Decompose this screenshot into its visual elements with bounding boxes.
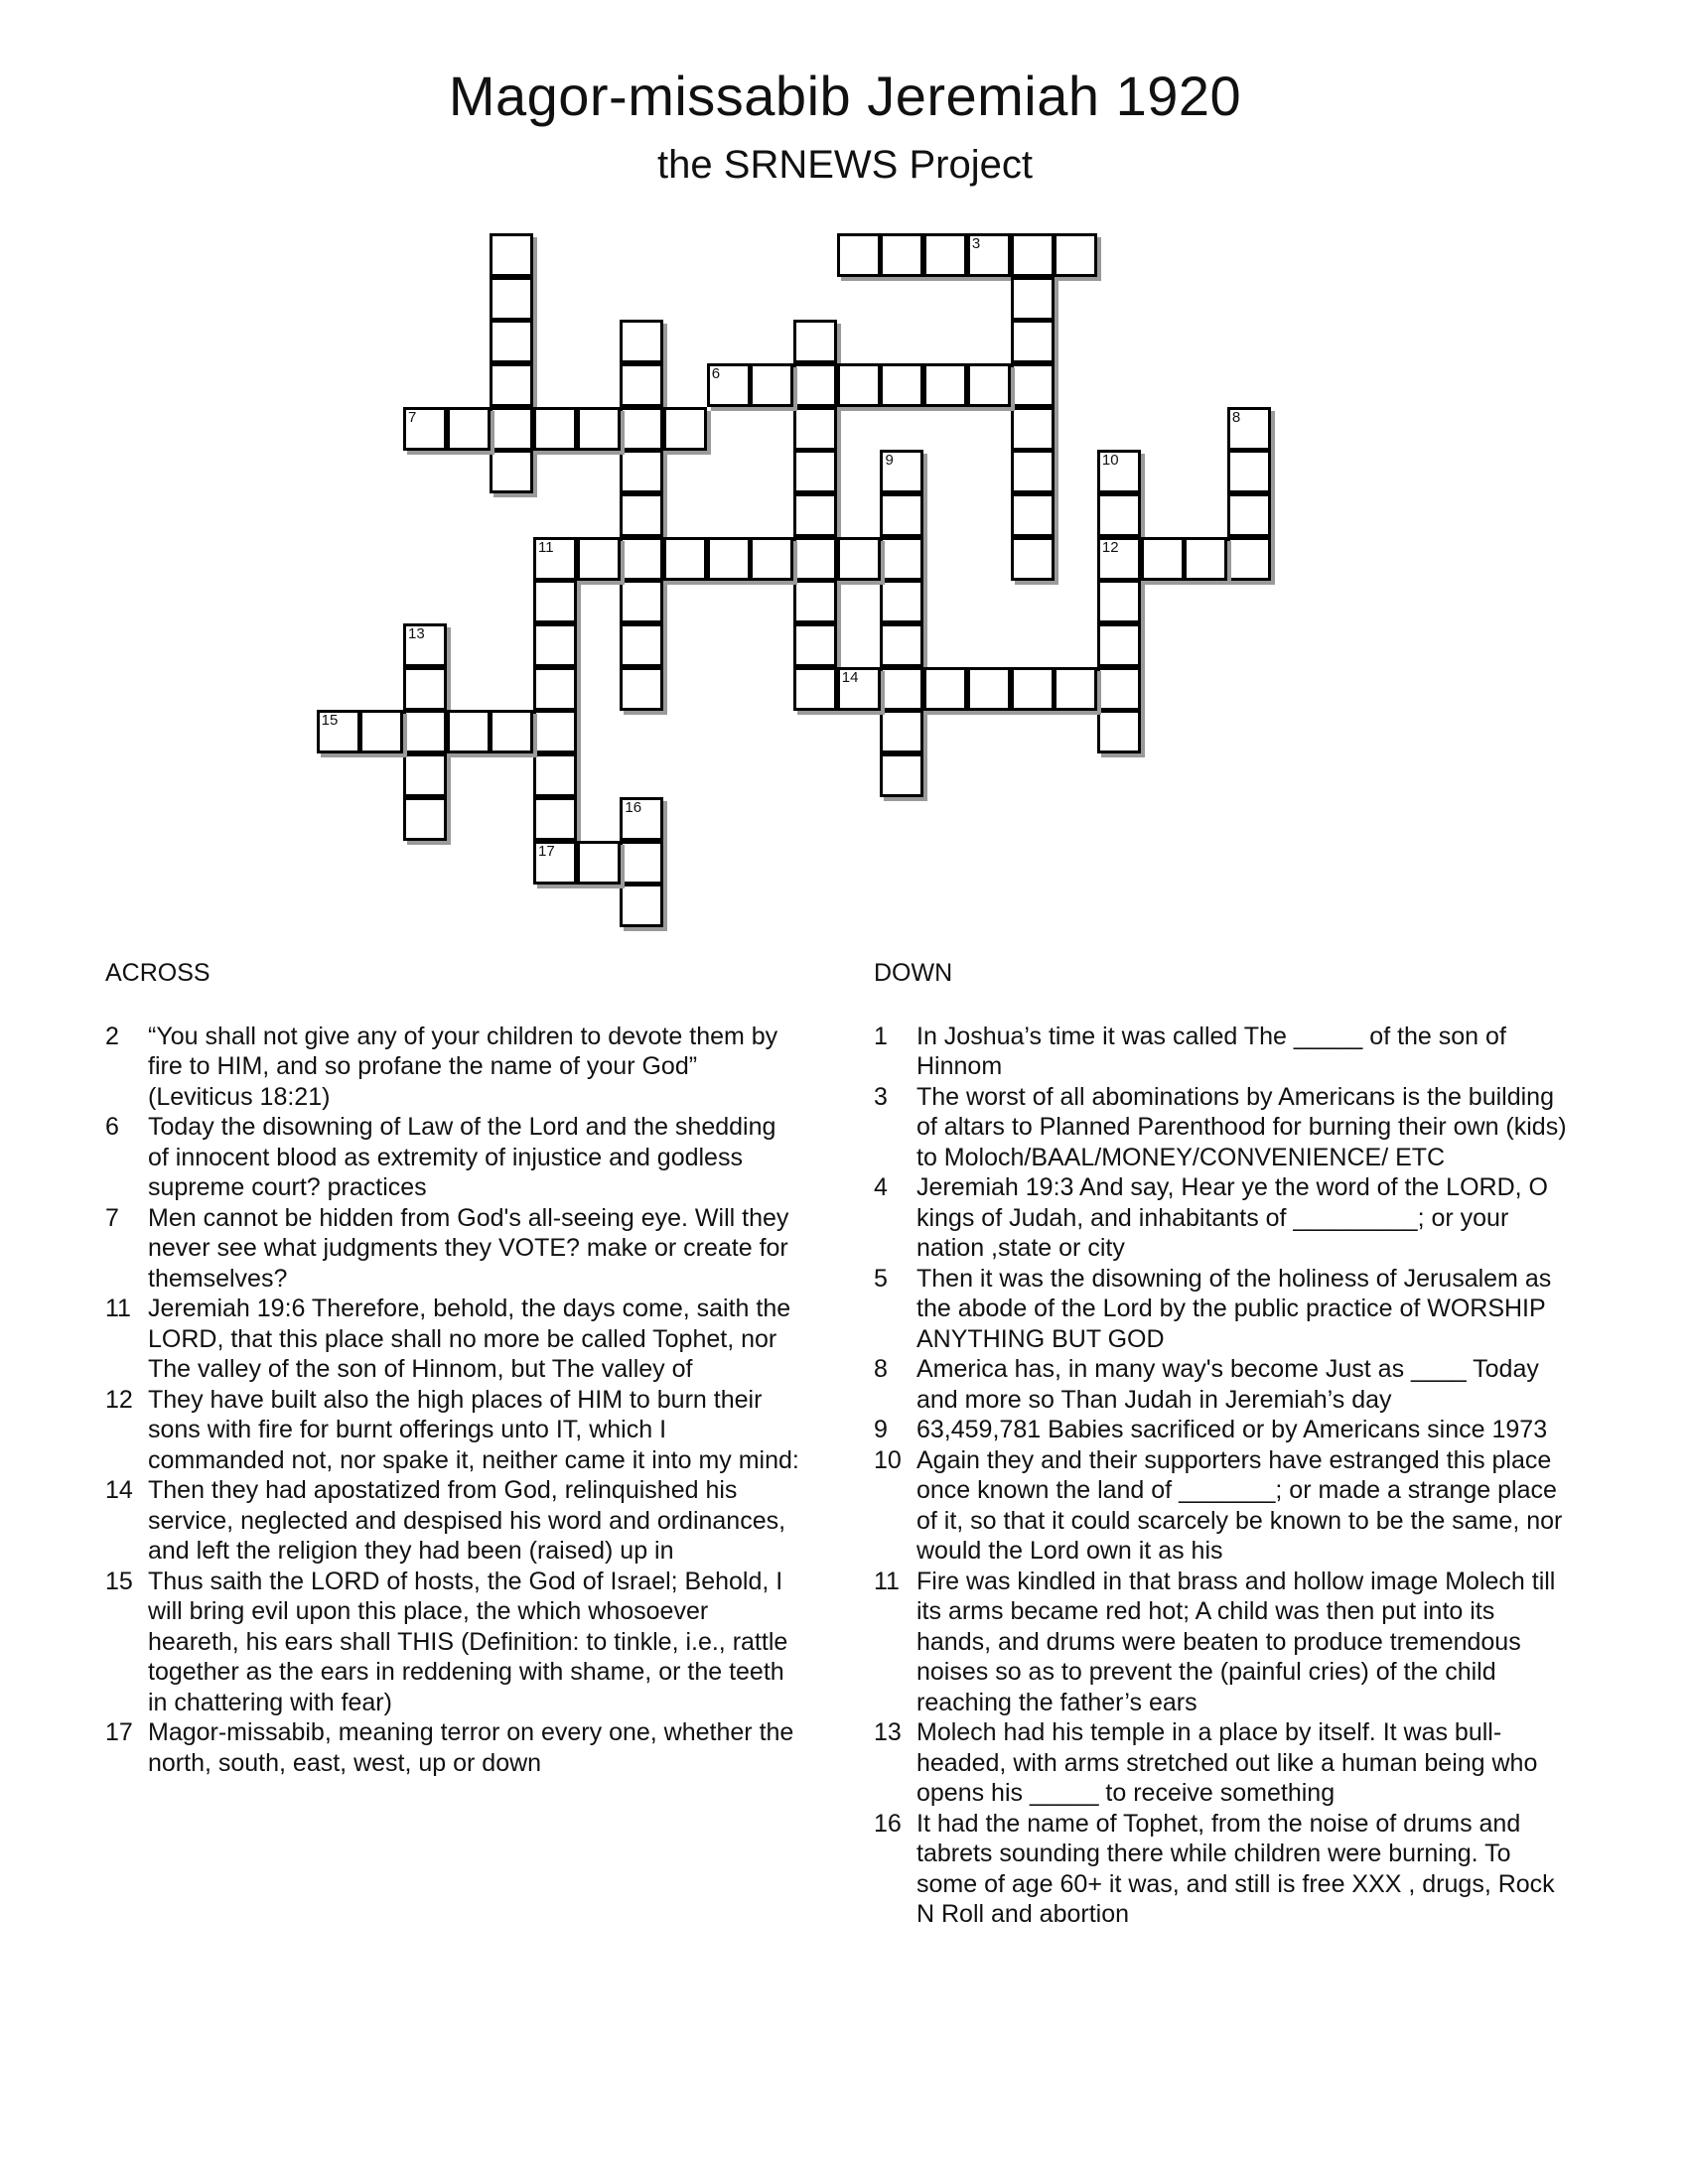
- across-clue-list: [105, 1022, 800, 1779]
- clue-text: Fire was kindled in that brass and hollow image Molech till its arms became red hot; A child was then put into its hands, and drums were beaten to produce tremendous noises so as to prevent the (painful cries) of the child reaching the father’s ears: [916, 1567, 1556, 1716]
- clue-text: Today the disowning of Law of the Lord and the shedding of innocent blood as extremity of injustice and godless supreme court? practices: [148, 1113, 776, 1201]
- grid-cell[interactable]: [793, 407, 837, 451]
- grid-cell[interactable]: [880, 580, 923, 623]
- clue-number: 5: [874, 1264, 888, 1293]
- clue-number: 7: [105, 1203, 119, 1232]
- grid-cell[interactable]: [923, 667, 967, 711]
- across-clue: [105, 1294, 800, 1385]
- clue-number: 10: [874, 1445, 902, 1474]
- clue-number: 11: [538, 538, 554, 556]
- clue-number: 15: [105, 1567, 133, 1595]
- clue-text: In Joshua’s time it was called The _____ of the son of Hinnom: [916, 1022, 1506, 1080]
- grid-cell[interactable]: [793, 580, 837, 623]
- grid-cell[interactable]: [837, 363, 881, 407]
- grid-cell[interactable]: [1097, 580, 1141, 623]
- grid-cell[interactable]: [620, 667, 663, 711]
- grid-cell[interactable]: [533, 710, 577, 753]
- grid-cell[interactable]: [1227, 537, 1271, 581]
- clue-number: 16: [874, 1809, 902, 1838]
- grid-cell[interactable]: [620, 797, 663, 841]
- clue-text: “You shall not give any of your children to devote them by fire to HIM, and so profane the name of your God” (Leviticus 18:21): [148, 1022, 778, 1111]
- grid-cell[interactable]: [1011, 537, 1055, 581]
- grid-cell[interactable]: [490, 277, 533, 321]
- grid-cell[interactable]: [1184, 537, 1227, 581]
- grid-cell[interactable]: [923, 363, 967, 407]
- grid-cell[interactable]: [620, 537, 663, 581]
- crossword-grid: [0, 0, 1690, 913]
- grid-cell[interactable]: [620, 450, 663, 493]
- clue-text: Then they had apostatized from God, relinquished his service, neglected and despised his word and ordinances, and left the religion they had been (raised) up in: [148, 1476, 786, 1565]
- clue-number: 14: [841, 668, 859, 686]
- clue-number: 3: [874, 1082, 888, 1111]
- grid-cell[interactable]: [880, 493, 923, 537]
- grid-cell[interactable]: [533, 667, 577, 711]
- grid-cell[interactable]: [620, 493, 663, 537]
- grid-cell[interactable]: [923, 233, 967, 277]
- grid-cell[interactable]: [317, 710, 360, 753]
- grid-cell[interactable]: [793, 363, 837, 407]
- down-clue: [874, 1082, 1569, 1173]
- clue-number: 17: [538, 842, 555, 860]
- grid-cell[interactable]: [793, 623, 837, 667]
- grid-cell[interactable]: [447, 407, 491, 451]
- grid-cell[interactable]: [750, 363, 793, 407]
- clue-text: It had the name of Tophet, from the noise of drums and tabrets sounding there while children were burning. To some of age 60+ it was, and still is free XXX , drugs, Rock N Roll and abortion: [916, 1809, 1555, 1928]
- clue-number: 7: [408, 408, 417, 426]
- grid-cell[interactable]: [490, 233, 533, 277]
- clue-number: 12: [105, 1385, 133, 1414]
- clue-number: 8: [874, 1355, 888, 1383]
- grid-cell[interactable]: [1011, 320, 1055, 363]
- clue-number: 15: [321, 712, 339, 730]
- across-clue: [105, 1475, 800, 1567]
- grid-cell[interactable]: [403, 710, 447, 753]
- down-clue: [874, 1022, 1569, 1082]
- grid-cell[interactable]: [490, 450, 533, 493]
- grid-cell[interactable]: [1097, 667, 1141, 711]
- clue-number: 6: [105, 1113, 119, 1141]
- grid-cell[interactable]: [1011, 667, 1055, 711]
- puzzle-subtitle: the SRNEWS Project: [657, 143, 1033, 187]
- grid-cell[interactable]: [490, 710, 533, 753]
- clue-number: 13: [408, 625, 425, 643]
- grid-cell[interactable]: [663, 407, 707, 451]
- across-clue: [105, 1022, 800, 1113]
- clue-number: 12: [1101, 538, 1119, 556]
- clue-text: 63,459,781 Babies sacrificed or by Americans since 1973: [916, 1416, 1548, 1443]
- grid-cell[interactable]: [403, 797, 447, 841]
- clue-text: The worst of all abominations by Americans is the building of altars to Planned Parenthood for burning their own (kids) to Moloch/BAAL/MONEY/CONVENIENCE/ ETC: [916, 1082, 1567, 1171]
- clue-number: 11: [105, 1295, 131, 1322]
- grid-cell[interactable]: [620, 884, 663, 927]
- grid-cell[interactable]: [793, 320, 837, 363]
- clue-text: Jeremiah 19:3 And say, Hear ye the word of the LORD, O kings of Judah, and inhabitants of _________; or your nation ,state or city: [916, 1173, 1548, 1262]
- clue-number: 14: [105, 1476, 133, 1504]
- grid-cell[interactable]: [577, 841, 621, 885]
- clue-text: Again they and their supporters have estranged this place once known the land of _______; or made a strange place of it, so that it could scarcely be known to be the same, nor would the Lord own it as his: [916, 1445, 1563, 1565]
- across-clue: [105, 1203, 800, 1295]
- grid-cell[interactable]: [1097, 623, 1141, 667]
- clue-number: 6: [711, 365, 721, 383]
- grid-cell[interactable]: [490, 320, 533, 363]
- grid-cell[interactable]: [1011, 493, 1055, 537]
- grid-cell[interactable]: [837, 233, 881, 277]
- clue-text: Men cannot be hidden from God's all-seeing eye. Will they never see what judgments they VOTE? make or create for themselves?: [148, 1203, 789, 1293]
- grid-cell[interactable]: [1097, 537, 1141, 581]
- grid-cell[interactable]: [1227, 407, 1271, 451]
- grid-cell[interactable]: [707, 537, 751, 581]
- clue-text: America has, in many way's become Just as ____ Today and more so Than Judah in Jeremiah’s day: [916, 1355, 1539, 1414]
- down-clue: [874, 1415, 1569, 1445]
- clue-number: 4: [874, 1173, 888, 1201]
- across-heading: ACROSS: [105, 959, 211, 987]
- grid-cell[interactable]: [359, 710, 403, 753]
- clue-number: 17: [105, 1718, 133, 1746]
- grid-cell[interactable]: [490, 363, 533, 407]
- clue-text: Magor-missabib, meaning terror on every one, whether the north, south, east, west, up or down: [148, 1718, 794, 1777]
- grid-cell[interactable]: [880, 623, 923, 667]
- grid-cell[interactable]: [837, 537, 881, 581]
- grid-cell[interactable]: [967, 363, 1011, 407]
- grid-cell[interactable]: [1011, 407, 1055, 451]
- grid-cell[interactable]: [750, 537, 793, 581]
- grid-cell[interactable]: [707, 363, 751, 407]
- grid-cell[interactable]: [1097, 450, 1141, 493]
- grid-cell[interactable]: [1011, 450, 1055, 493]
- clue-number: 8: [1231, 408, 1241, 426]
- across-clue: [105, 1385, 800, 1476]
- grid-cell[interactable]: [533, 841, 577, 885]
- grid-cell[interactable]: [880, 233, 923, 277]
- clue-number: 9: [874, 1416, 888, 1443]
- grid-cell[interactable]: [967, 233, 1011, 277]
- grid-cell[interactable]: [880, 363, 923, 407]
- clue-number: 16: [625, 798, 642, 816]
- down-clue: [874, 1567, 1569, 1718]
- grid-cell[interactable]: [1227, 450, 1271, 493]
- grid-cell[interactable]: [577, 407, 621, 451]
- grid-cell[interactable]: [793, 537, 837, 581]
- grid-cell[interactable]: [1011, 277, 1055, 321]
- down-clue: [874, 1445, 1569, 1567]
- grid-cell[interactable]: [793, 450, 837, 493]
- down-clue: [874, 1717, 1569, 1809]
- puzzle-title: Magor-missabib Jeremiah 1920: [448, 65, 1242, 127]
- clue-number: 10: [1101, 452, 1119, 470]
- grid-cell[interactable]: [620, 623, 663, 667]
- grid-cell[interactable]: [1227, 493, 1271, 537]
- down-clue-list: [874, 1022, 1569, 1930]
- grid-cell[interactable]: [533, 580, 577, 623]
- grid-cell[interactable]: [403, 407, 447, 451]
- grid-cell[interactable]: [1011, 233, 1055, 277]
- grid-cell[interactable]: [1054, 667, 1097, 711]
- grid-cell[interactable]: [533, 407, 577, 451]
- grid-cell[interactable]: [837, 667, 881, 711]
- grid-cell[interactable]: [880, 753, 923, 797]
- clue-text: Thus saith the LORD of hosts, the God of Israel; Behold, I will bring evil upon this place, the which whosoever heareth, his ears shall THIS (Definition: to tinkle, i.e., rattle together as the ears in reddening with shame, or the teeth in chattering with fear): [148, 1567, 788, 1716]
- grid-cell[interactable]: [533, 753, 577, 797]
- across-clue: [105, 1717, 800, 1778]
- grid-cell[interactable]: [880, 710, 923, 753]
- clue-number: 1: [874, 1022, 888, 1050]
- down-clue: [874, 1354, 1569, 1415]
- grid-cell[interactable]: [490, 407, 533, 451]
- grid-cell[interactable]: [533, 537, 577, 581]
- down-heading: DOWN: [874, 959, 953, 987]
- across-clues: [105, 958, 800, 1778]
- clue-number: 3: [971, 235, 981, 252]
- clue-text: Molech had his temple in a place by itself. It was bull-headed, with arms stretched out like a human being who opens his _____ to receive something: [916, 1718, 1538, 1807]
- grid-cell[interactable]: [447, 710, 491, 753]
- grid-cell[interactable]: [620, 320, 663, 363]
- across-clue: [105, 1567, 800, 1718]
- clue-number: 9: [885, 452, 894, 470]
- across-clue: [105, 1112, 800, 1203]
- grid-cell[interactable]: [1141, 537, 1185, 581]
- grid-cell[interactable]: [620, 363, 663, 407]
- grid-cell[interactable]: [1097, 710, 1141, 753]
- clue-text: Jeremiah 19:6 Therefore, behold, the days come, saith the LORD, that this place shall no more be called Tophet, nor The valley of the son of Hinnom, but The valley of: [148, 1295, 791, 1383]
- grid-cell[interactable]: [663, 537, 707, 581]
- grid-cell[interactable]: [403, 623, 447, 667]
- grid-cell[interactable]: [793, 493, 837, 537]
- down-clue: [874, 1172, 1569, 1264]
- clue-number: 13: [874, 1718, 902, 1746]
- grid-cell[interactable]: [577, 537, 621, 581]
- grid-cell[interactable]: [533, 797, 577, 841]
- clue-text: Then it was the disowning of the holiness of Jerusalem as the abode of the Lord by the public practice of WORSHIP ANYTHING BUT GOD: [916, 1264, 1552, 1353]
- grid-cell[interactable]: [1054, 233, 1097, 277]
- clue-number: 11: [874, 1567, 900, 1595]
- grid-cell[interactable]: [620, 580, 663, 623]
- grid-cell[interactable]: [533, 623, 577, 667]
- clue-text: They have built also the high places of HIM to burn their sons with fire for burnt offerings unto IT, which I commanded not, nor spake it, neither came it into my mind:: [148, 1385, 799, 1474]
- grid-cell[interactable]: [403, 753, 447, 797]
- grid-cell[interactable]: [1097, 493, 1141, 537]
- grid-cell[interactable]: [793, 667, 837, 711]
- grid-cell[interactable]: [967, 667, 1011, 711]
- down-clue: [874, 1809, 1569, 1930]
- clue-number: 2: [105, 1022, 119, 1050]
- grid-cell[interactable]: [620, 407, 663, 451]
- grid-cell[interactable]: [880, 450, 923, 493]
- grid-cell[interactable]: [403, 667, 447, 711]
- down-clue: [874, 1264, 1569, 1355]
- grid-cell[interactable]: [880, 537, 923, 581]
- grid-cell[interactable]: [1011, 363, 1055, 407]
- grid-cell[interactable]: [620, 841, 663, 885]
- grid-cell[interactable]: [880, 667, 923, 711]
- down-clues: [874, 958, 1569, 1930]
